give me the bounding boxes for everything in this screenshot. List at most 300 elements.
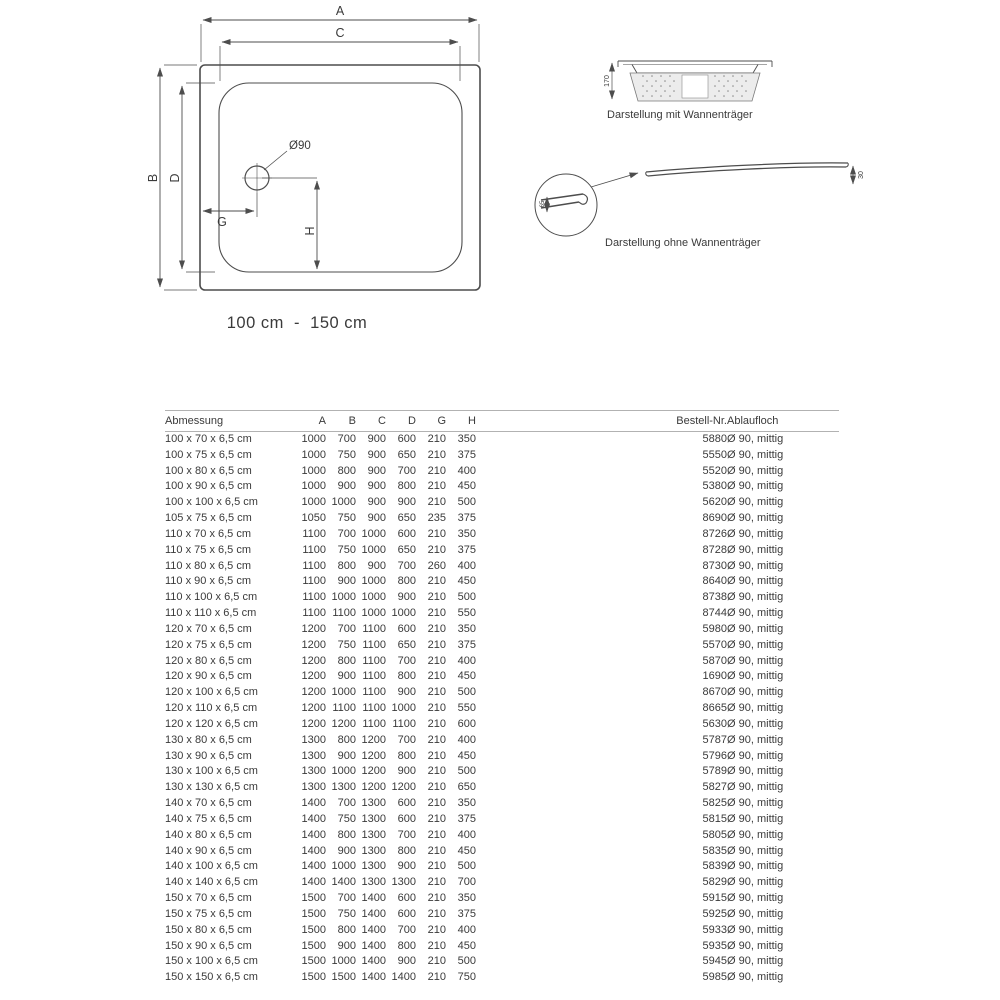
table-cell: 1100 bbox=[362, 702, 386, 715]
table-cell: 5925 bbox=[702, 907, 727, 920]
table-cell: 210 bbox=[427, 575, 446, 588]
table-cell: 150 x 100 x 6,5 cm bbox=[165, 955, 258, 968]
table-cell: 1200 bbox=[301, 670, 326, 683]
table-cell: 1200 bbox=[301, 717, 326, 730]
table-cell: 1200 bbox=[331, 717, 356, 730]
table-cell: 130 x 90 x 6,5 cm bbox=[165, 749, 252, 762]
table-cell: 1500 bbox=[301, 907, 326, 920]
col-header-abmessung: Abmessung bbox=[165, 415, 224, 427]
table-cell: 750 bbox=[337, 448, 356, 461]
table-cell: 1300 bbox=[301, 781, 326, 794]
table-cell: 375 bbox=[457, 512, 476, 525]
table-cell: 120 x 70 x 6,5 cm bbox=[165, 622, 252, 635]
table-cell: 210 bbox=[427, 828, 446, 841]
table-cell: 900 bbox=[397, 955, 416, 968]
table-cell: 1200 bbox=[361, 765, 386, 778]
table-cell: 210 bbox=[427, 448, 446, 461]
table-cell: 600 bbox=[397, 527, 416, 540]
table-cell: 140 x 140 x 6,5 cm bbox=[165, 876, 258, 889]
table-cell: 1100 bbox=[362, 654, 386, 667]
table-row bbox=[165, 638, 839, 654]
table-cell: 210 bbox=[427, 702, 446, 715]
table-cell: 400 bbox=[457, 923, 476, 936]
table-cell: 400 bbox=[457, 733, 476, 746]
table-cell: 210 bbox=[427, 543, 446, 556]
table-cell: 700 bbox=[337, 622, 356, 635]
table-row bbox=[165, 511, 839, 527]
table-cell: 700 bbox=[397, 464, 416, 477]
table-cell: 1500 bbox=[331, 971, 356, 984]
table-cell: 600 bbox=[397, 622, 416, 635]
table-cell: 1300 bbox=[361, 860, 386, 873]
table-cell: 375 bbox=[457, 812, 476, 825]
table-cell: Ø 90, mittig bbox=[727, 654, 784, 667]
table-cell: 500 bbox=[457, 591, 476, 604]
table-cell: 210 bbox=[427, 765, 446, 778]
table-cell: 210 bbox=[427, 907, 446, 920]
table-cell: 900 bbox=[367, 464, 386, 477]
table-cell: 5980 bbox=[702, 622, 727, 635]
table-cell: 800 bbox=[397, 844, 416, 857]
table-cell: Ø 90, mittig bbox=[727, 781, 784, 794]
table-row bbox=[165, 844, 839, 860]
table-cell: Ø 90, mittig bbox=[727, 907, 784, 920]
table-cell: 750 bbox=[337, 512, 356, 525]
detail-pointer-line bbox=[591, 173, 638, 187]
section-without-carrier bbox=[535, 163, 865, 249]
table-cell: 900 bbox=[397, 591, 416, 604]
table-cell: 1000 bbox=[301, 464, 326, 477]
table-row bbox=[165, 590, 839, 606]
table-cell: 1000 bbox=[361, 575, 386, 588]
header-row bbox=[165, 411, 839, 432]
table-cell: 210 bbox=[427, 812, 446, 825]
table-row bbox=[165, 543, 839, 559]
table-cell: 5520 bbox=[702, 464, 727, 477]
table-cell: 1300 bbox=[361, 844, 386, 857]
dim-label-b: B bbox=[146, 173, 160, 183]
table-cell: 120 x 110 x 6,5 cm bbox=[165, 702, 258, 715]
table-cell: Ø 90, mittig bbox=[727, 559, 784, 572]
table-cell: 5380 bbox=[702, 480, 727, 493]
table-cell: 130 x 80 x 6,5 cm bbox=[165, 733, 252, 746]
table-row bbox=[165, 733, 839, 749]
table-cell: Ø 90, mittig bbox=[727, 622, 784, 635]
table-cell: 600 bbox=[397, 812, 416, 825]
table-cell: 900 bbox=[397, 686, 416, 699]
table-cell: 5829 bbox=[702, 876, 727, 889]
table-cell: 1100 bbox=[362, 622, 386, 635]
table-cell: 350 bbox=[457, 433, 476, 445]
table-cell: 800 bbox=[337, 559, 356, 572]
dim-label-h: H bbox=[303, 226, 317, 236]
table-cell: Ø 90, mittig bbox=[727, 844, 784, 857]
table-cell: 120 x 80 x 6,5 cm bbox=[165, 654, 252, 667]
table-cell: Ø 90, mittig bbox=[727, 543, 784, 556]
table-cell: 110 x 70 x 6,5 cm bbox=[165, 527, 252, 540]
spec-table-body bbox=[165, 432, 839, 986]
table-cell: 900 bbox=[337, 844, 356, 857]
table-cell: 1400 bbox=[301, 876, 326, 889]
table-cell: Ø 90, mittig bbox=[727, 670, 784, 683]
table-cell: Ø 90, mittig bbox=[727, 971, 784, 984]
table-cell: 210 bbox=[427, 591, 446, 604]
table-cell: 1200 bbox=[391, 781, 416, 794]
table-cell: 8640 bbox=[702, 575, 727, 588]
dim-label-d: D bbox=[168, 173, 182, 183]
col-header-c: C bbox=[378, 415, 386, 427]
table-cell: 210 bbox=[427, 527, 446, 540]
table-cell: 500 bbox=[457, 686, 476, 699]
table-cell: 210 bbox=[427, 892, 446, 905]
table-cell: 400 bbox=[457, 464, 476, 477]
table-cell: 110 x 90 x 6,5 cm bbox=[165, 575, 252, 588]
col-header-bestellnr: Bestell-Nr. bbox=[676, 415, 727, 427]
caption-with-carrier: Darstellung mit Wannenträger bbox=[607, 109, 753, 121]
table-cell: 5835 bbox=[702, 844, 727, 857]
table-cell: 700 bbox=[397, 559, 416, 572]
table-cell: 550 bbox=[457, 702, 476, 715]
table-cell: 750 bbox=[337, 907, 356, 920]
table-cell: 1100 bbox=[362, 717, 386, 730]
table-row bbox=[165, 954, 839, 970]
table-row bbox=[165, 796, 839, 812]
table-cell: 800 bbox=[397, 939, 416, 952]
table-cell: 400 bbox=[457, 654, 476, 667]
table-cell: 100 x 80 x 6,5 cm bbox=[165, 464, 252, 477]
col-header-h: H bbox=[468, 415, 476, 427]
table-cell: Ø 90, mittig bbox=[727, 955, 784, 968]
table-cell: 900 bbox=[397, 860, 416, 873]
table-cell: Ø 90, mittig bbox=[727, 527, 784, 540]
table-cell: 1200 bbox=[361, 733, 386, 746]
table-cell: 5550 bbox=[702, 448, 727, 461]
table-cell: Ø 90, mittig bbox=[727, 797, 784, 810]
dim-label-g: G bbox=[217, 215, 227, 229]
table-cell: 1100 bbox=[362, 686, 386, 699]
table-cell: 1400 bbox=[301, 797, 326, 810]
table-row bbox=[165, 527, 839, 543]
table-cell: 1000 bbox=[391, 607, 416, 620]
table-cell: Ø 90, mittig bbox=[727, 765, 784, 778]
table-cell: 800 bbox=[337, 654, 356, 667]
flat-tray-left-cap bbox=[646, 172, 648, 176]
table-cell: 210 bbox=[427, 717, 446, 730]
table-cell: 8728 bbox=[702, 543, 727, 556]
table-row bbox=[165, 479, 839, 495]
table-cell: 600 bbox=[457, 717, 476, 730]
table-cell: Ø 90, mittig bbox=[727, 607, 784, 620]
table-cell: 900 bbox=[367, 433, 386, 445]
table-cell: 900 bbox=[367, 480, 386, 493]
table-row bbox=[165, 859, 839, 875]
table-cell: 210 bbox=[427, 781, 446, 794]
table-row bbox=[165, 574, 839, 590]
table-cell: 1000 bbox=[331, 591, 356, 604]
spec-table-head bbox=[165, 411, 839, 432]
table-cell: 800 bbox=[337, 464, 356, 477]
size-range-label: 100 cm - 150 cm bbox=[226, 314, 368, 332]
table-row bbox=[165, 669, 839, 685]
table-cell: 235 bbox=[427, 512, 446, 525]
table-cell: 210 bbox=[427, 733, 446, 746]
table-cell: 5805 bbox=[702, 828, 727, 841]
table-cell: 1500 bbox=[301, 892, 326, 905]
table-cell: 1100 bbox=[332, 607, 356, 620]
table-cell: 8690 bbox=[702, 512, 727, 525]
table-cell: 800 bbox=[337, 923, 356, 936]
table-cell: 600 bbox=[397, 433, 416, 445]
table-cell: 1000 bbox=[301, 448, 326, 461]
table-cell: 1300 bbox=[301, 749, 326, 762]
table-cell: 700 bbox=[397, 654, 416, 667]
table-cell: 8726 bbox=[702, 527, 727, 540]
table-cell: 1300 bbox=[361, 828, 386, 841]
table-cell: 650 bbox=[397, 448, 416, 461]
table-cell: 800 bbox=[397, 480, 416, 493]
table-cell: 450 bbox=[457, 939, 476, 952]
table-row bbox=[165, 764, 839, 780]
table-cell: 1100 bbox=[332, 702, 356, 715]
table-cell: 150 x 70 x 6,5 cm bbox=[165, 892, 252, 905]
table-cell: 350 bbox=[457, 527, 476, 540]
table-row bbox=[165, 780, 839, 796]
table-cell: 400 bbox=[457, 828, 476, 841]
table-cell: 900 bbox=[397, 496, 416, 509]
table-cell: 150 x 75 x 6,5 cm bbox=[165, 907, 252, 920]
table-row bbox=[165, 622, 839, 638]
table-cell: 1100 bbox=[302, 559, 326, 572]
table-cell: 450 bbox=[457, 480, 476, 493]
col-header-a: A bbox=[318, 415, 326, 427]
table-cell: 1100 bbox=[302, 527, 326, 540]
col-header-ablaufloch: Ablaufloch bbox=[727, 415, 779, 427]
table-cell: 1200 bbox=[301, 622, 326, 635]
table-cell: 110 x 75 x 6,5 cm bbox=[165, 543, 252, 556]
table-cell: 210 bbox=[427, 496, 446, 509]
table-cell: 140 x 70 x 6,5 cm bbox=[165, 797, 252, 810]
table-cell: Ø 90, mittig bbox=[727, 749, 784, 762]
table-cell: 800 bbox=[397, 749, 416, 762]
table-cell: 700 bbox=[397, 828, 416, 841]
table-cell: 5620 bbox=[702, 496, 727, 509]
table-cell: 210 bbox=[427, 622, 446, 635]
table-cell: 1200 bbox=[361, 781, 386, 794]
table-cell: 1500 bbox=[301, 939, 326, 952]
table-cell: 1000 bbox=[331, 686, 356, 699]
table-cell: 210 bbox=[427, 433, 446, 445]
table-cell: 210 bbox=[427, 955, 446, 968]
table-cell: 260 bbox=[427, 559, 446, 572]
table-cell: 350 bbox=[457, 797, 476, 810]
tray-outer-outline bbox=[200, 65, 480, 290]
table-cell: 900 bbox=[337, 575, 356, 588]
table-row bbox=[165, 559, 839, 575]
table-cell: 500 bbox=[457, 765, 476, 778]
table-cell: 110 x 110 x 6,5 cm bbox=[165, 607, 257, 620]
table-cell: 210 bbox=[427, 860, 446, 873]
table-cell: 1000 bbox=[361, 591, 386, 604]
dim-label-c: C bbox=[335, 26, 345, 40]
table-cell: 550 bbox=[457, 607, 476, 620]
table-cell: 650 bbox=[397, 512, 416, 525]
table-cell: 1400 bbox=[301, 828, 326, 841]
table-cell: 1000 bbox=[361, 543, 386, 556]
table-cell: 1050 bbox=[301, 512, 326, 525]
table-cell: 1400 bbox=[301, 844, 326, 857]
edge-dim-label: 30 bbox=[858, 171, 865, 179]
table-cell: 700 bbox=[337, 527, 356, 540]
table-cell: 1400 bbox=[361, 907, 386, 920]
table-cell: 120 x 90 x 6,5 cm bbox=[165, 670, 252, 683]
table-cell: 8665 bbox=[702, 702, 727, 715]
table-cell: Ø 90, mittig bbox=[727, 876, 784, 889]
technical-drawings bbox=[0, 0, 1000, 400]
table-cell: 5870 bbox=[702, 654, 727, 667]
drain-diameter-label: Ø90 bbox=[289, 140, 311, 152]
table-cell: Ø 90, mittig bbox=[727, 702, 784, 715]
table-cell: 1400 bbox=[361, 971, 386, 984]
table-row bbox=[165, 907, 839, 923]
table-cell: 210 bbox=[427, 480, 446, 493]
table-cell: 1400 bbox=[301, 860, 326, 873]
table-cell: 105 x 75 x 6,5 cm bbox=[165, 512, 252, 525]
table-cell: 150 x 150 x 6,5 cm bbox=[165, 971, 258, 984]
table-cell: 600 bbox=[397, 892, 416, 905]
table-cell: Ø 90, mittig bbox=[727, 591, 784, 604]
table-cell: 1300 bbox=[361, 812, 386, 825]
table-cell: Ø 90, mittig bbox=[727, 512, 784, 525]
table-cell: 1100 bbox=[302, 543, 326, 556]
table-cell: 120 x 120 x 6,5 cm bbox=[165, 717, 258, 730]
table-cell: 140 x 100 x 6,5 cm bbox=[165, 860, 258, 873]
table-cell: 900 bbox=[367, 512, 386, 525]
table-cell: 450 bbox=[457, 575, 476, 588]
table-row bbox=[165, 875, 839, 891]
table-cell: 8730 bbox=[702, 559, 727, 572]
table-cell: 1500 bbox=[301, 971, 326, 984]
table-cell: 1000 bbox=[331, 955, 356, 968]
table-cell: 110 x 100 x 6,5 cm bbox=[165, 591, 258, 604]
table-cell: 1400 bbox=[361, 939, 386, 952]
table-cell: 700 bbox=[337, 892, 356, 905]
table-cell: 500 bbox=[457, 955, 476, 968]
table-cell: Ø 90, mittig bbox=[727, 575, 784, 588]
dimension-spec-table bbox=[165, 410, 839, 986]
table-row bbox=[165, 970, 839, 986]
table-cell: 5787 bbox=[702, 733, 727, 746]
table-cell: 900 bbox=[337, 939, 356, 952]
table-cell: 650 bbox=[457, 781, 476, 794]
table-cell: 800 bbox=[337, 828, 356, 841]
table-cell: 500 bbox=[457, 496, 476, 509]
table-cell: 700 bbox=[337, 433, 356, 445]
dim-label-a: A bbox=[335, 4, 345, 18]
table-cell: 800 bbox=[397, 670, 416, 683]
table-cell: 1400 bbox=[361, 923, 386, 936]
table-cell: 600 bbox=[397, 797, 416, 810]
table-row bbox=[165, 812, 839, 828]
table-cell: 100 x 70 x 6,5 cm bbox=[165, 433, 252, 445]
table-cell: 5880 bbox=[702, 433, 727, 445]
table-cell: 900 bbox=[367, 559, 386, 572]
table-cell: Ø 90, mittig bbox=[727, 733, 784, 746]
table-cell: Ø 90, mittig bbox=[727, 860, 784, 873]
table-cell: 5630 bbox=[702, 717, 727, 730]
table-row bbox=[165, 828, 839, 844]
table-cell: 1400 bbox=[301, 812, 326, 825]
table-cell: Ø 90, mittig bbox=[727, 717, 784, 730]
table-cell: 1300 bbox=[301, 733, 326, 746]
table-cell: 1000 bbox=[331, 860, 356, 873]
table-cell: 1100 bbox=[362, 638, 386, 651]
table-cell: Ø 90, mittig bbox=[727, 923, 784, 936]
table-cell: 210 bbox=[427, 749, 446, 762]
table-cell: 900 bbox=[397, 765, 416, 778]
carrier-height-dim-label: 170 bbox=[604, 75, 611, 87]
table-cell: 5945 bbox=[702, 955, 727, 968]
table-cell: 1200 bbox=[301, 638, 326, 651]
table-cell: 150 x 80 x 6,5 cm bbox=[165, 923, 252, 936]
table-cell: 210 bbox=[427, 686, 446, 699]
table-cell: 5839 bbox=[702, 860, 727, 873]
table-row bbox=[165, 448, 839, 464]
table-cell: 5789 bbox=[702, 765, 727, 778]
table-cell: 700 bbox=[337, 797, 356, 810]
table-row bbox=[165, 495, 839, 511]
table-cell: Ø 90, mittig bbox=[727, 496, 784, 509]
table-cell: 1100 bbox=[302, 607, 326, 620]
table-cell: 1100 bbox=[392, 717, 416, 730]
table-cell: 650 bbox=[397, 638, 416, 651]
table-cell: 450 bbox=[457, 749, 476, 762]
table-row bbox=[165, 606, 839, 622]
section-with-carrier bbox=[604, 61, 772, 121]
table-cell: 1100 bbox=[302, 591, 326, 604]
plan-view-drawing bbox=[146, 4, 480, 332]
table-cell: 350 bbox=[457, 892, 476, 905]
table-cell: 350 bbox=[457, 622, 476, 635]
table-cell: 900 bbox=[367, 496, 386, 509]
table-cell: Ø 90, mittig bbox=[727, 448, 784, 461]
table-cell: 150 x 90 x 6,5 cm bbox=[165, 939, 252, 952]
table-cell: 750 bbox=[337, 638, 356, 651]
table-cell: 900 bbox=[337, 480, 356, 493]
table-cell: 900 bbox=[337, 670, 356, 683]
table-cell: 1000 bbox=[301, 496, 326, 509]
table-cell: 210 bbox=[427, 844, 446, 857]
table-cell: 210 bbox=[427, 939, 446, 952]
carrier-drain-pocket bbox=[682, 75, 708, 98]
table-cell: 1300 bbox=[361, 797, 386, 810]
table-row bbox=[165, 939, 839, 955]
table-cell: Ø 90, mittig bbox=[727, 638, 784, 651]
table-row bbox=[165, 432, 839, 448]
table-cell: 1100 bbox=[362, 670, 386, 683]
table-cell: 5796 bbox=[702, 749, 727, 762]
table-cell: 130 x 100 x 6,5 cm bbox=[165, 765, 258, 778]
table-cell: 210 bbox=[427, 923, 446, 936]
table-row bbox=[165, 654, 839, 670]
table-cell: 800 bbox=[337, 733, 356, 746]
table-cell: 5815 bbox=[702, 812, 727, 825]
table-cell: 750 bbox=[337, 543, 356, 556]
table-cell: 1500 bbox=[301, 955, 326, 968]
table-cell: 1200 bbox=[301, 702, 326, 715]
detail-profile-curl bbox=[579, 194, 587, 204]
table-cell: Ø 90, mittig bbox=[727, 686, 784, 699]
table-cell: 120 x 100 x 6,5 cm bbox=[165, 686, 258, 699]
